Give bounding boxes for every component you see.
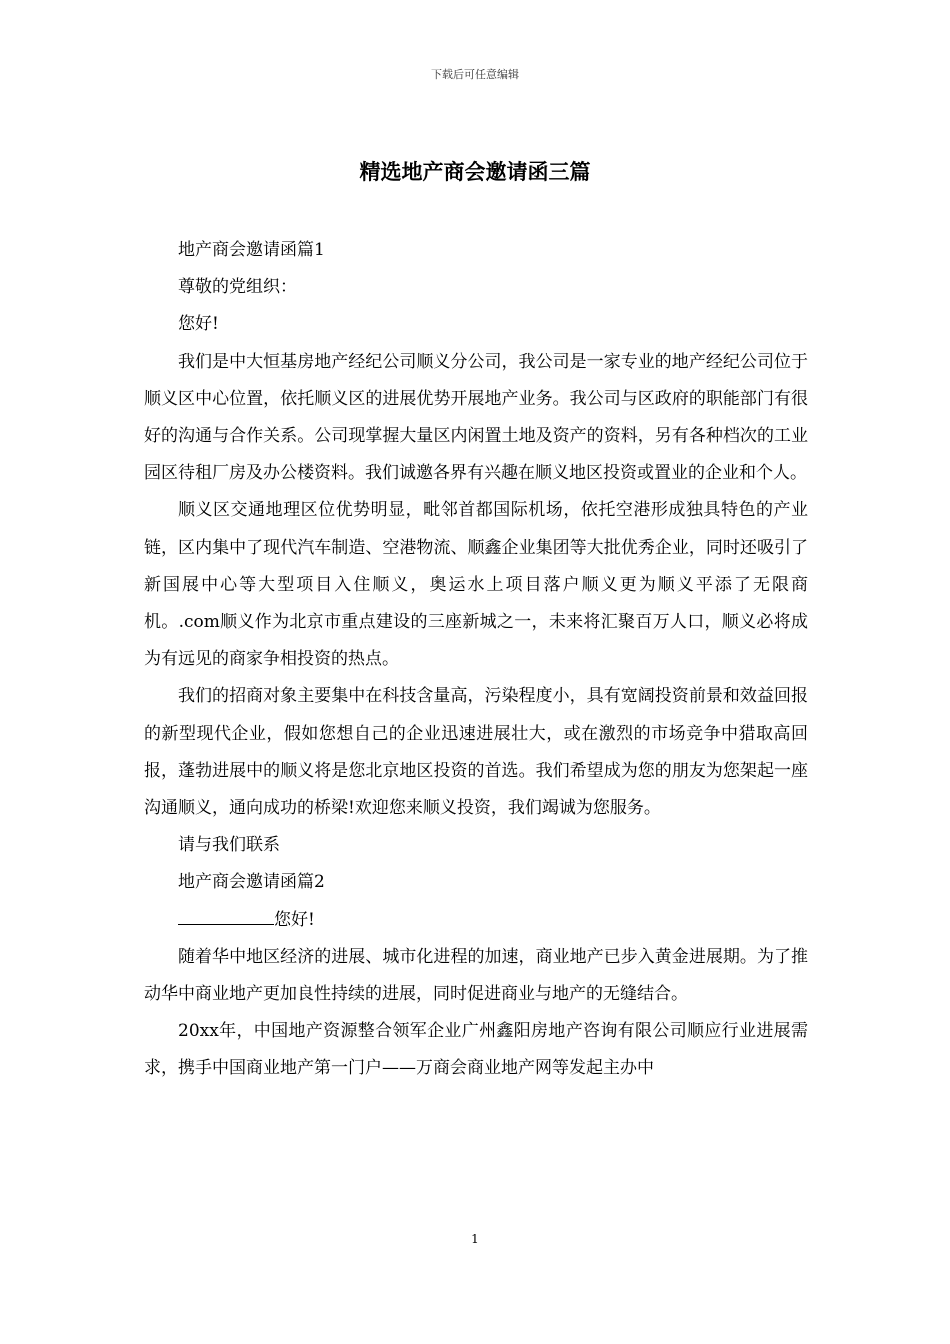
body-paragraph: 顺义区交通地理区位优势明显，毗邻首都国际机场，依托空港形成独具特色的产业链，区内集中了现代汽车制造、空港物流、顺鑫企业集团等大批优秀企业，同时还吸引了新国展中心等大型项目入住顺义，奥运水上项目落户顺义更为顺义平添了无限商机。.com顺义作为北京市重点建设的三座新城之一，未来将汇聚百万人口，顺义必将成为有远见的商家争相投资的热点。 — [144, 500, 808, 670]
page-header: 下载后可任意编辑 — [431, 68, 519, 81]
greeting-line-2 — [144, 902, 808, 939]
document-body — [144, 232, 808, 1088]
body-paragraph: 我们是中大恒基房地产经纪公司顺义分公司，我公司是一家专业的地产经纪公司位于顺义区中心位置，依托顺义区的进展优势开展地产业务。我公司与区政府的职能部门有很好的沟通与合作关系。公司现掌握大量区内闲置土地及资产的资料，另有各种档次的工业园区待租厂房及办公楼资料。我们诚邀各界有兴趣在顺义地区投资或置业的企业和个人。 — [144, 351, 808, 484]
fill-in-blank — [178, 923, 274, 925]
body-paragraph: 我们的招商对象主要集中在科技含量高，污染程度小，具有宽阔投资前景和效益回报的新型现代企业，假如您想自己的企业迅速进展壮大，或在激烈的市场竞争中猎取高回报，蓬勃进展中的顺义将是您北京地区投资的首选。我们希望成为您的朋友为您架起一座沟通顺义，通向成功的桥梁!欢迎您来顺义投资，我们竭诚为您服务。 — [144, 686, 808, 819]
section-heading-1: 地产商会邀请函篇1 — [178, 240, 325, 260]
contact-line: 请与我们联系 — [178, 835, 280, 856]
section-heading-2: 地产商会邀请函篇2 — [178, 872, 325, 893]
greeting: 您好! — [178, 314, 219, 335]
body-paragraph: 20xx年，中国地产资源整合领军企业广州鑫阳房地产咨询有限公司顺应行业进展需求，携手中国商业地产第一门户——万商会商业地产网等发起主办中 — [144, 1021, 808, 1079]
document-title: 精选地产商会邀请函三篇 — [359, 159, 591, 184]
page-number: 1 — [471, 1232, 479, 1246]
salutation: 尊敬的党组织： — [178, 277, 297, 298]
body-paragraph: 随着华中地区经济的进展、城市化进程的加速，商业地产已步入黄金进展期。为了推动华中商业地产更加良性持续的进展，同时促进商业与地产的无缝结合。 — [144, 946, 808, 1005]
greeting-2: 您好! — [274, 909, 315, 930]
